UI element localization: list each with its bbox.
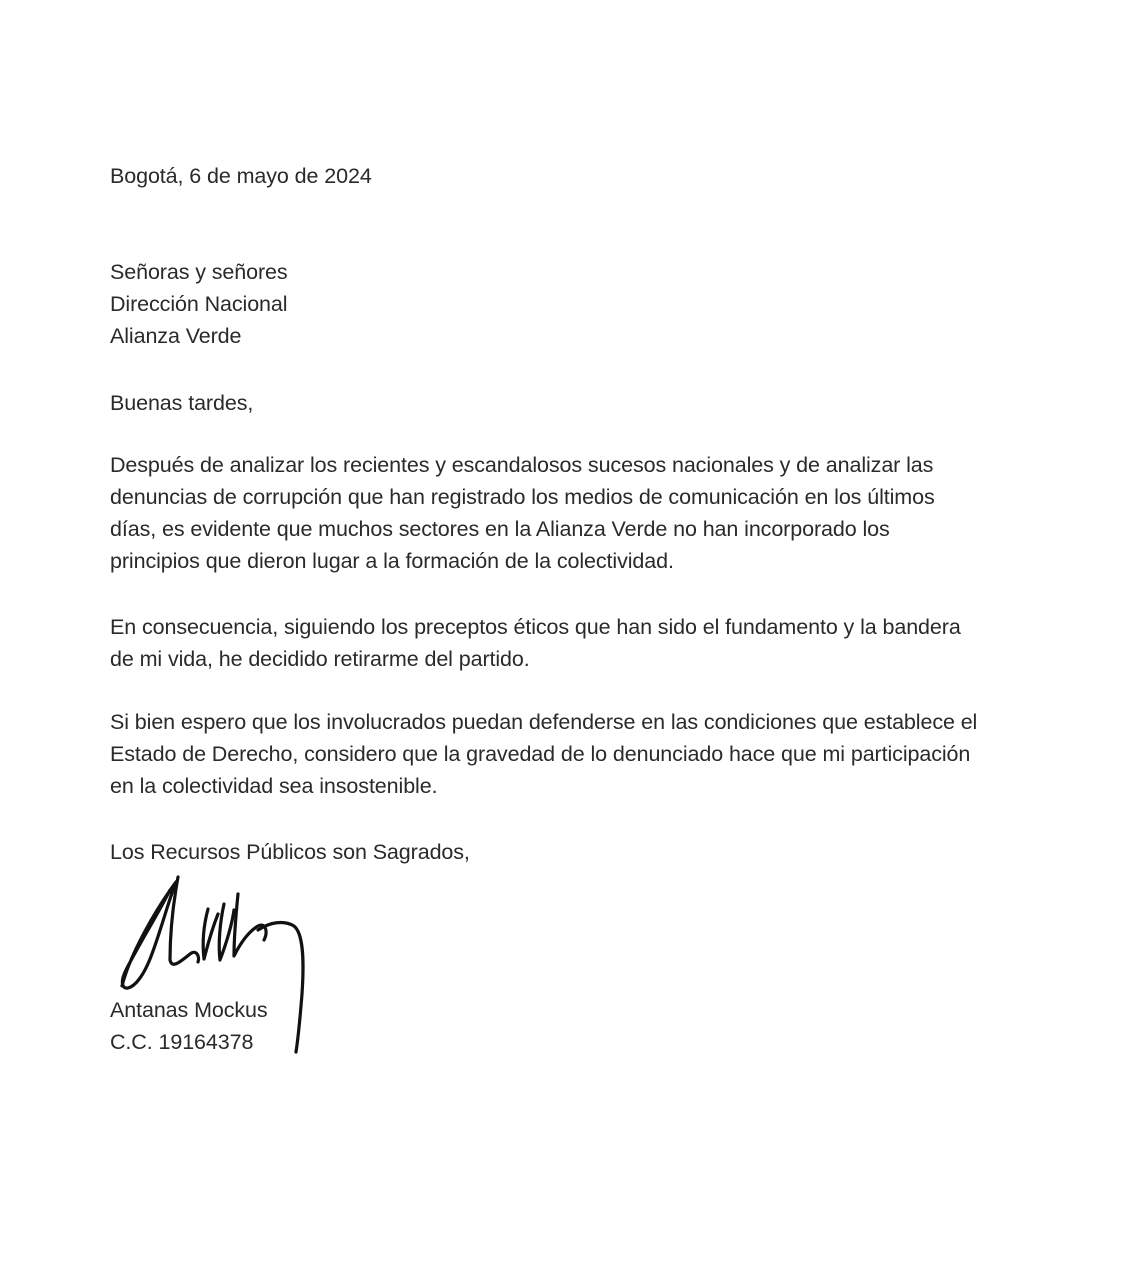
paragraph-line: de mi vida, he decidido retirarme del partido.: [110, 647, 530, 671]
paragraph-line: en la colectividad sea insostenible.: [110, 774, 438, 798]
signatory-name: Antanas Mockus: [110, 998, 268, 1022]
closing-line: Los Recursos Públicos son Sagrados,: [110, 840, 470, 864]
paragraph-line: Estado de Derecho, considero que la gravedad de lo denunciado hace que mi participación: [110, 742, 971, 766]
signatory-id: C.C. 19164378: [110, 1030, 254, 1054]
recipient-line: Dirección Nacional: [110, 292, 288, 316]
greeting: Buenas tardes,: [110, 391, 254, 415]
paragraph-line: principios que dieron lugar a la formación de la colectividad.: [110, 549, 674, 573]
paragraph-line: días, es evidente que muchos sectores en la Alianza Verde no han incorporado los: [110, 517, 890, 541]
recipient-line: Alianza Verde: [110, 324, 242, 348]
paragraph-line: En consecuencia, siguiendo los preceptos éticos que han sido el fundamento y la bandera: [110, 615, 961, 639]
paragraph-line: Después de analizar los recientes y escandalosos sucesos nacionales y de analizar las: [110, 453, 934, 477]
letter-date: Bogotá, 6 de mayo de 2024: [110, 164, 372, 188]
paragraph-line: denuncias de corrupción que han registrado los medios de comunicación en los últimos: [110, 485, 935, 509]
paragraph-line: Si bien espero que los involucrados puedan defenderse en las condiciones que establece el: [110, 710, 978, 734]
recipient-line: Señoras y señores: [110, 260, 288, 284]
